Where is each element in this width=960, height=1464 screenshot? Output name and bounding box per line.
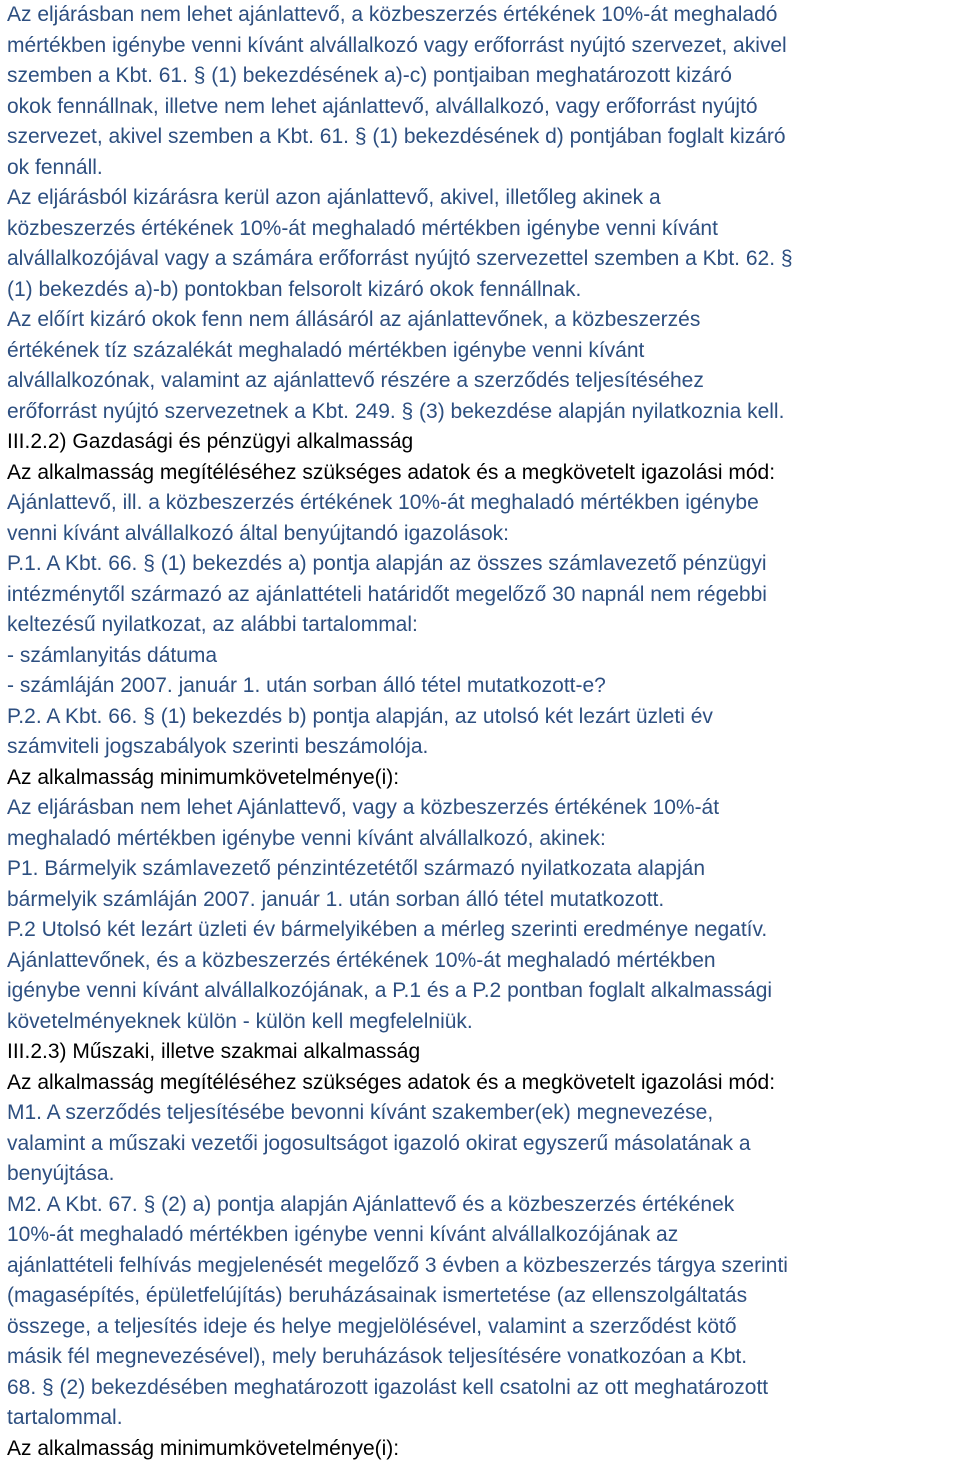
text-line: Az alkalmasság minimumkövetelménye(i): — [7, 1434, 954, 1464]
text-line: összege, a teljesítés ideje és helye megjelölésével, valamint a szerződést kötő — [7, 1312, 954, 1343]
text-line: szervezet, akivel szemben a Kbt. 61. § (1) bekezdésének d) pontjában foglalt kizáró — [7, 122, 954, 153]
text-line: - számláján 2007. január 1. után sorban álló tétel mutatkozott-e? — [7, 671, 954, 702]
text-line: 10%-át meghaladó mértékben igénybe venni kívánt alvállalkozójának az — [7, 1220, 954, 1251]
text-line: Az alkalmasság megítéléséhez szükséges adatok és a megkövetelt igazolási mód: — [7, 458, 954, 489]
text-line: 68. § (2) bekezdésében meghatározott igazolást kell csatolni az ott meghatározott — [7, 1373, 954, 1404]
text-line: okok fennállnak, illetve nem lehet ajánlattevő, alvállalkozó, vagy erőforrást nyújtó — [7, 92, 954, 123]
text-line: ajánlattételi felhívás megjelenését megelőző 3 évben a közbeszerzés tárgya szerinti — [7, 1251, 954, 1282]
text-line: követelményeknek külön - külön kell megfelelniük. — [7, 1007, 954, 1038]
text-line: szemben a Kbt. 61. § (1) bekezdésének a)-c) pontjaiban meghatározott kizáró — [7, 61, 954, 92]
text-line: alvállalkozónak, valamint az ajánlattevő részére a szerződés teljesítéséhez — [7, 366, 954, 397]
text-line: benyújtása. — [7, 1159, 954, 1190]
text-line: ok fennáll. — [7, 153, 954, 184]
text-line: meghaladó mértékben igénybe venni kívánt alvállalkozó, akinek: — [7, 824, 954, 855]
text-line: alvállalkozójával vagy a számára erőforrást nyújtó szervezettel szemben a Kbt. 62. § — [7, 244, 954, 275]
text-line: M1. A szerződés teljesítésébe bevonni kívánt szakember(ek) megnevezése, — [7, 1098, 954, 1129]
text-line: Az eljárásban nem lehet Ajánlattevő, vagy a közbeszerzés értékének 10%-át — [7, 793, 954, 824]
text-line: Ajánlattevőnek, és a közbeszerzés értékének 10%-át meghaladó mértékben — [7, 946, 954, 977]
text-line: Az alkalmasság minimumkövetelménye(i): — [7, 763, 954, 794]
text-line: Az eljárásban nem lehet ajánlattevő, a közbeszerzés értékének 10%-át meghaladó — [7, 0, 954, 31]
text-line: Az eljárásból kizárásra kerül azon ajánlattevő, akivel, illetőleg akinek a — [7, 183, 954, 214]
text-line: erőforrást nyújtó szervezetnek a Kbt. 249. § (3) bekezdése alapján nyilatkoznia kell. — [7, 397, 954, 428]
text-line: Az alkalmasság megítéléséhez szükséges adatok és a megkövetelt igazolási mód: — [7, 1068, 954, 1099]
text-line: P1. Bármelyik számlavezető pénzintézetétől származó nyilatkozata alapján — [7, 854, 954, 885]
text-line: (magasépítés, épületfelújítás) beruházásainak ismertetése (az ellenszolgáltatás — [7, 1281, 954, 1312]
text-line: bármelyik számláján 2007. január 1. után sorban álló tétel mutatkozott. — [7, 885, 954, 916]
text-line: másik fél megnevezésével), mely beruházások teljesítésére vonatkozóan a Kbt. — [7, 1342, 954, 1373]
text-line: közbeszerzés értékének 10%-át meghaladó mértékben igénybe venni kívánt — [7, 214, 954, 245]
text-line: intézménytől származó az ajánlattételi határidőt megelőző 30 napnál nem régebbi — [7, 580, 954, 611]
text-line: P.2. A Kbt. 66. § (1) bekezdés b) pontja alapján, az utolsó két lezárt üzleti év — [7, 702, 954, 733]
text-line: Az előírt kizáró okok fenn nem állásáról az ajánlattevőnek, a közbeszerzés — [7, 305, 954, 336]
text-line: III.2.3) Műszaki, illetve szakmai alkalmasság — [7, 1037, 954, 1068]
text-line: valamint a műszaki vezetői jogosultságot igazoló okirat egyszerű másolatának a — [7, 1129, 954, 1160]
text-line: mértékben igénybe venni kívánt alvállalkozó vagy erőforrást nyújtó szervezet, akivel — [7, 31, 954, 62]
text-line: Ajánlattevő, ill. a közbeszerzés értékének 10%-át meghaladó mértékben igénybe — [7, 488, 954, 519]
text-line: értékének tíz százalékát meghaladó mértékben igénybe venni kívánt — [7, 336, 954, 367]
text-line: tartalommal. — [7, 1403, 954, 1434]
text-line: M2. A Kbt. 67. § (2) a) pontja alapján Ajánlattevő és a közbeszerzés értékének — [7, 1190, 954, 1221]
text-line: keltezésű nyilatkozat, az alábbi tartalommal: — [7, 610, 954, 641]
text-line: venni kívánt alvállalkozó által benyújtandó igazolások: — [7, 519, 954, 550]
text-line: III.2.2) Gazdasági és pénzügyi alkalmasság — [7, 427, 954, 458]
text-line: P.2 Utolsó két lezárt üzleti év bármelyikében a mérleg szerinti eredménye negatív. — [7, 915, 954, 946]
text-line: (1) bekezdés a)-b) pontokban felsorolt kizáró okok fennállnak. — [7, 275, 954, 306]
text-line: - számlanyitás dátuma — [7, 641, 954, 672]
text-line: igénybe venni kívánt alvállalkozójának, a P.1 és a P.2 pontban foglalt alkalmassági — [7, 976, 954, 1007]
text-line: számviteli jogszabályok szerinti beszámolója. — [7, 732, 954, 763]
text-line: P.1. A Kbt. 66. § (1) bekezdés a) pontja alapján az összes számlavezető pénzügyi — [7, 549, 954, 580]
